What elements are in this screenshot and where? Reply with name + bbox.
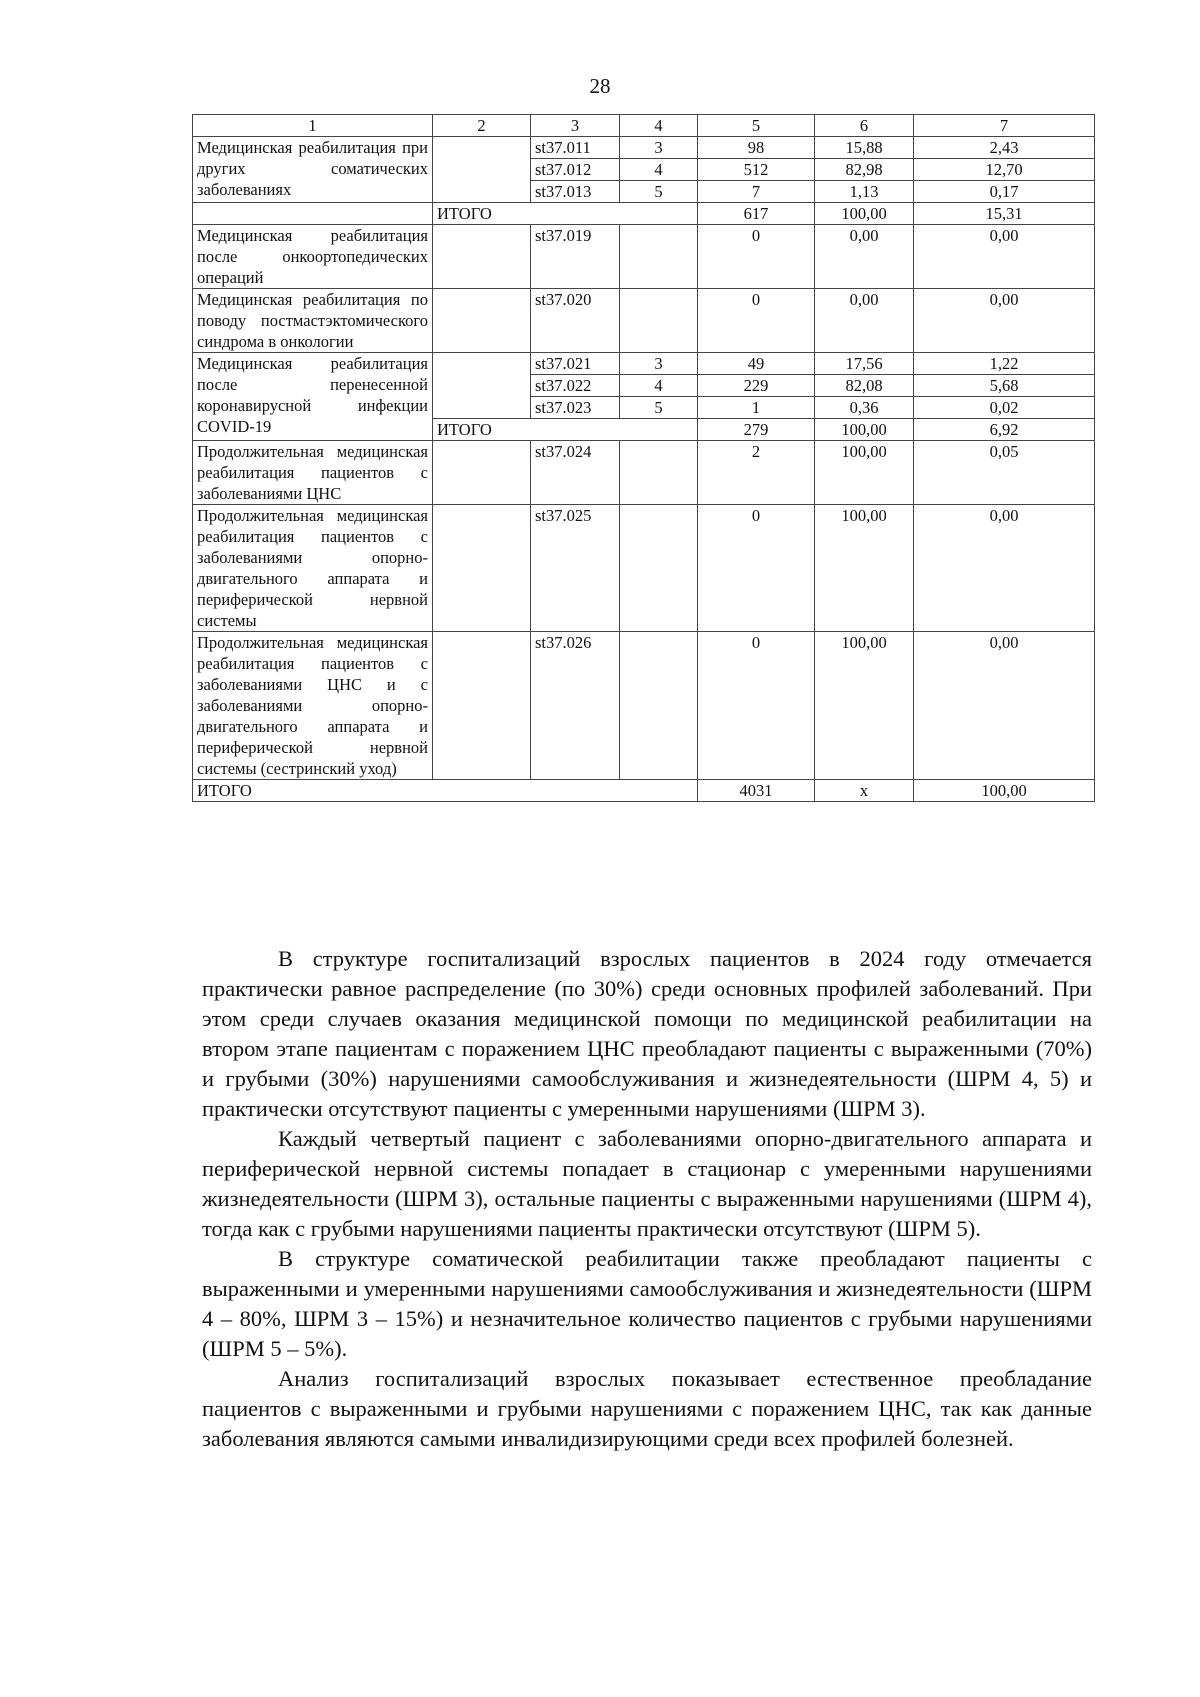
shrm-cell: 3 bbox=[620, 137, 698, 159]
shrm-cell: 5 bbox=[620, 181, 698, 203]
code-cell: st37.020 bbox=[531, 289, 620, 353]
shrm-cell: 3 bbox=[620, 353, 698, 375]
percent-cell: 0,36 bbox=[815, 397, 914, 419]
share-cell: 0,02 bbox=[914, 397, 1095, 419]
header-cell: 3 bbox=[531, 115, 620, 137]
body-text bbox=[202, 944, 1092, 1454]
code-cell: st37.025 bbox=[531, 505, 620, 632]
count-cell: 279 bbox=[698, 419, 815, 441]
page-number: 28 bbox=[589, 74, 611, 98]
code-cell: st37.012 bbox=[531, 159, 620, 181]
share-cell: 15,31 bbox=[914, 203, 1095, 225]
empty-cell bbox=[433, 353, 531, 419]
share-cell: 5,68 bbox=[914, 375, 1095, 397]
code-cell: st37.026 bbox=[531, 632, 620, 780]
percent-cell: 100,00 bbox=[815, 632, 914, 780]
share-cell: 0,00 bbox=[914, 632, 1095, 780]
row-label: Медицинская реабилитация по поводу постмастэктомического синдрома в онкологии bbox=[193, 289, 433, 353]
count-cell: 229 bbox=[698, 375, 815, 397]
percent-cell: 100,00 bbox=[815, 505, 914, 632]
shrm-cell: 5 bbox=[620, 397, 698, 419]
code-cell: st37.022 bbox=[531, 375, 620, 397]
percent-cell: 100,00 bbox=[815, 441, 914, 505]
count-cell: 2 bbox=[698, 441, 815, 505]
share-cell: 2,43 bbox=[914, 137, 1095, 159]
count-cell: 0 bbox=[698, 505, 815, 632]
share-cell: 0,05 bbox=[914, 441, 1095, 505]
count-cell: 512 bbox=[698, 159, 815, 181]
table-row bbox=[193, 137, 1095, 159]
data-table bbox=[192, 114, 1095, 802]
share-cell: 0,00 bbox=[914, 505, 1095, 632]
empty-cell bbox=[620, 632, 698, 780]
subtotal-label: ИТОГО bbox=[433, 419, 698, 441]
empty-cell bbox=[433, 137, 531, 203]
empty-cell bbox=[620, 505, 698, 632]
percent-cell: 82,08 bbox=[815, 375, 914, 397]
percent-cell: 0,00 bbox=[815, 289, 914, 353]
row-label: Продолжительная медицинская реабилитация пациентов с заболеваниями ЦНС и с заболеваниями опорно-двигательного аппарата и периферической нервной системы (сестринский уход) bbox=[193, 632, 433, 780]
paragraph: В структуре госпитализаций взрослых пациентов в 2024 году отмечается практически равное распределение (по 30%) среди основных профилей заболеваний. При этом среди случаев оказания медицинской помощи по медицинской реабилитации на втором этапе пациентам с поражением ЦНС преобладают пациенты с выраженными (70%) и грубыми (30%) нарушениями самообслуживания и жизнедеятельности (ШРМ 4, 5) и практически отсутствуют пациенты с умеренными нарушениями (ШРМ 3). bbox=[202, 946, 1092, 1121]
percent-cell: 0,00 bbox=[815, 225, 914, 289]
code-cell: st37.011 bbox=[531, 137, 620, 159]
count-cell: 98 bbox=[698, 137, 815, 159]
count-cell: 0 bbox=[698, 632, 815, 780]
percent-cell: 1,13 bbox=[815, 181, 914, 203]
empty-cell bbox=[620, 289, 698, 353]
percent-cell: 82,98 bbox=[815, 159, 914, 181]
share-cell: 1,22 bbox=[914, 353, 1095, 375]
table-row bbox=[193, 289, 1095, 353]
empty-cell bbox=[620, 441, 698, 505]
share-cell: 6,92 bbox=[914, 419, 1095, 441]
percent-cell: 15,88 bbox=[815, 137, 914, 159]
empty-cell bbox=[433, 441, 531, 505]
percent-cell: 100,00 bbox=[815, 203, 914, 225]
empty-cell bbox=[433, 289, 531, 353]
shrm-cell: 4 bbox=[620, 375, 698, 397]
shrm-cell: 4 bbox=[620, 159, 698, 181]
subtotal-label: ИТОГО bbox=[433, 203, 698, 225]
empty-cell bbox=[433, 225, 531, 289]
header-cell: 6 bbox=[815, 115, 914, 137]
empty-cell bbox=[433, 632, 531, 780]
paragraph: Анализ госпитализаций взрослых показывает естественное преобладание пациентов с выраженными и грубыми нарушениями с поражением ЦНС, так как данные заболевания являются самыми инвалидизирующими среди всех профилей болезней. bbox=[202, 1366, 1092, 1451]
count-cell: 49 bbox=[698, 353, 815, 375]
share-cell: 0,17 bbox=[914, 181, 1095, 203]
row-label: Продолжительная медицинская реабилитация пациентов с заболеваниями ЦНС bbox=[193, 441, 433, 505]
table-row bbox=[193, 225, 1095, 289]
subtotal-row bbox=[193, 203, 1095, 225]
paragraph: Каждый четвертый пациент с заболеваниями опорно-двигательного аппарата и периферической нервной системы попадает в стационар с умеренными нарушениями жизнедеятельности (ШРМ 3), остальные пациенты с выраженными нарушениями (ШРМ 4), тогда как с грубыми нарушениями пациенты практически отсутствуют (ШРМ 5). bbox=[202, 1126, 1092, 1241]
header-cell: 1 bbox=[193, 115, 433, 137]
code-cell: st37.013 bbox=[531, 181, 620, 203]
share-cell: 100,00 bbox=[914, 780, 1095, 802]
row-label: Медицинская реабилитация после онкоортопедических операций bbox=[193, 225, 433, 289]
table-row bbox=[193, 632, 1095, 780]
header-cell: 4 bbox=[620, 115, 698, 137]
count-cell: 1 bbox=[698, 397, 815, 419]
share-cell: 12,70 bbox=[914, 159, 1095, 181]
grand-total-row bbox=[193, 780, 1095, 802]
count-cell: 0 bbox=[698, 289, 815, 353]
table-row bbox=[193, 441, 1095, 505]
code-cell: st37.021 bbox=[531, 353, 620, 375]
grand-total-label: ИТОГО bbox=[193, 780, 698, 802]
empty-cell bbox=[620, 225, 698, 289]
share-cell: 0,00 bbox=[914, 289, 1095, 353]
paragraph: В структуре соматической реабилитации также преобладают пациенты с выраженными и умеренными нарушениями самообслуживания и жизнедеятельности (ШРМ 4 – 80%, ШРМ 3 – 15%) и незначительное количество пациентов с грубыми нарушениями (ШРМ 5 – 5%). bbox=[202, 1246, 1092, 1361]
table-row bbox=[193, 353, 1095, 375]
code-cell: st37.024 bbox=[531, 441, 620, 505]
percent-cell: x bbox=[815, 780, 914, 802]
table-row bbox=[193, 505, 1095, 632]
row-label: Медицинская реабилитация после перенесенной коронавирусной инфекции COVID-19 bbox=[193, 353, 433, 441]
count-cell: 7 bbox=[698, 181, 815, 203]
count-cell: 4031 bbox=[698, 780, 815, 802]
empty-cell bbox=[193, 203, 433, 225]
header-cell: 7 bbox=[914, 115, 1095, 137]
row-label: Медицинская реабилитация при других соматических заболеваниях bbox=[193, 137, 433, 203]
header-cell: 2 bbox=[433, 115, 531, 137]
count-cell: 617 bbox=[698, 203, 815, 225]
empty-cell bbox=[433, 505, 531, 632]
row-label: Продолжительная медицинская реабилитация пациентов с заболеваниями опорно-двигательного аппарата и периферической нервной системы bbox=[193, 505, 433, 632]
table-header-row bbox=[193, 115, 1095, 137]
code-cell: st37.023 bbox=[531, 397, 620, 419]
code-cell: st37.019 bbox=[531, 225, 620, 289]
count-cell: 0 bbox=[698, 225, 815, 289]
percent-cell: 17,56 bbox=[815, 353, 914, 375]
share-cell: 0,00 bbox=[914, 225, 1095, 289]
header-cell: 5 bbox=[698, 115, 815, 137]
percent-cell: 100,00 bbox=[815, 419, 914, 441]
